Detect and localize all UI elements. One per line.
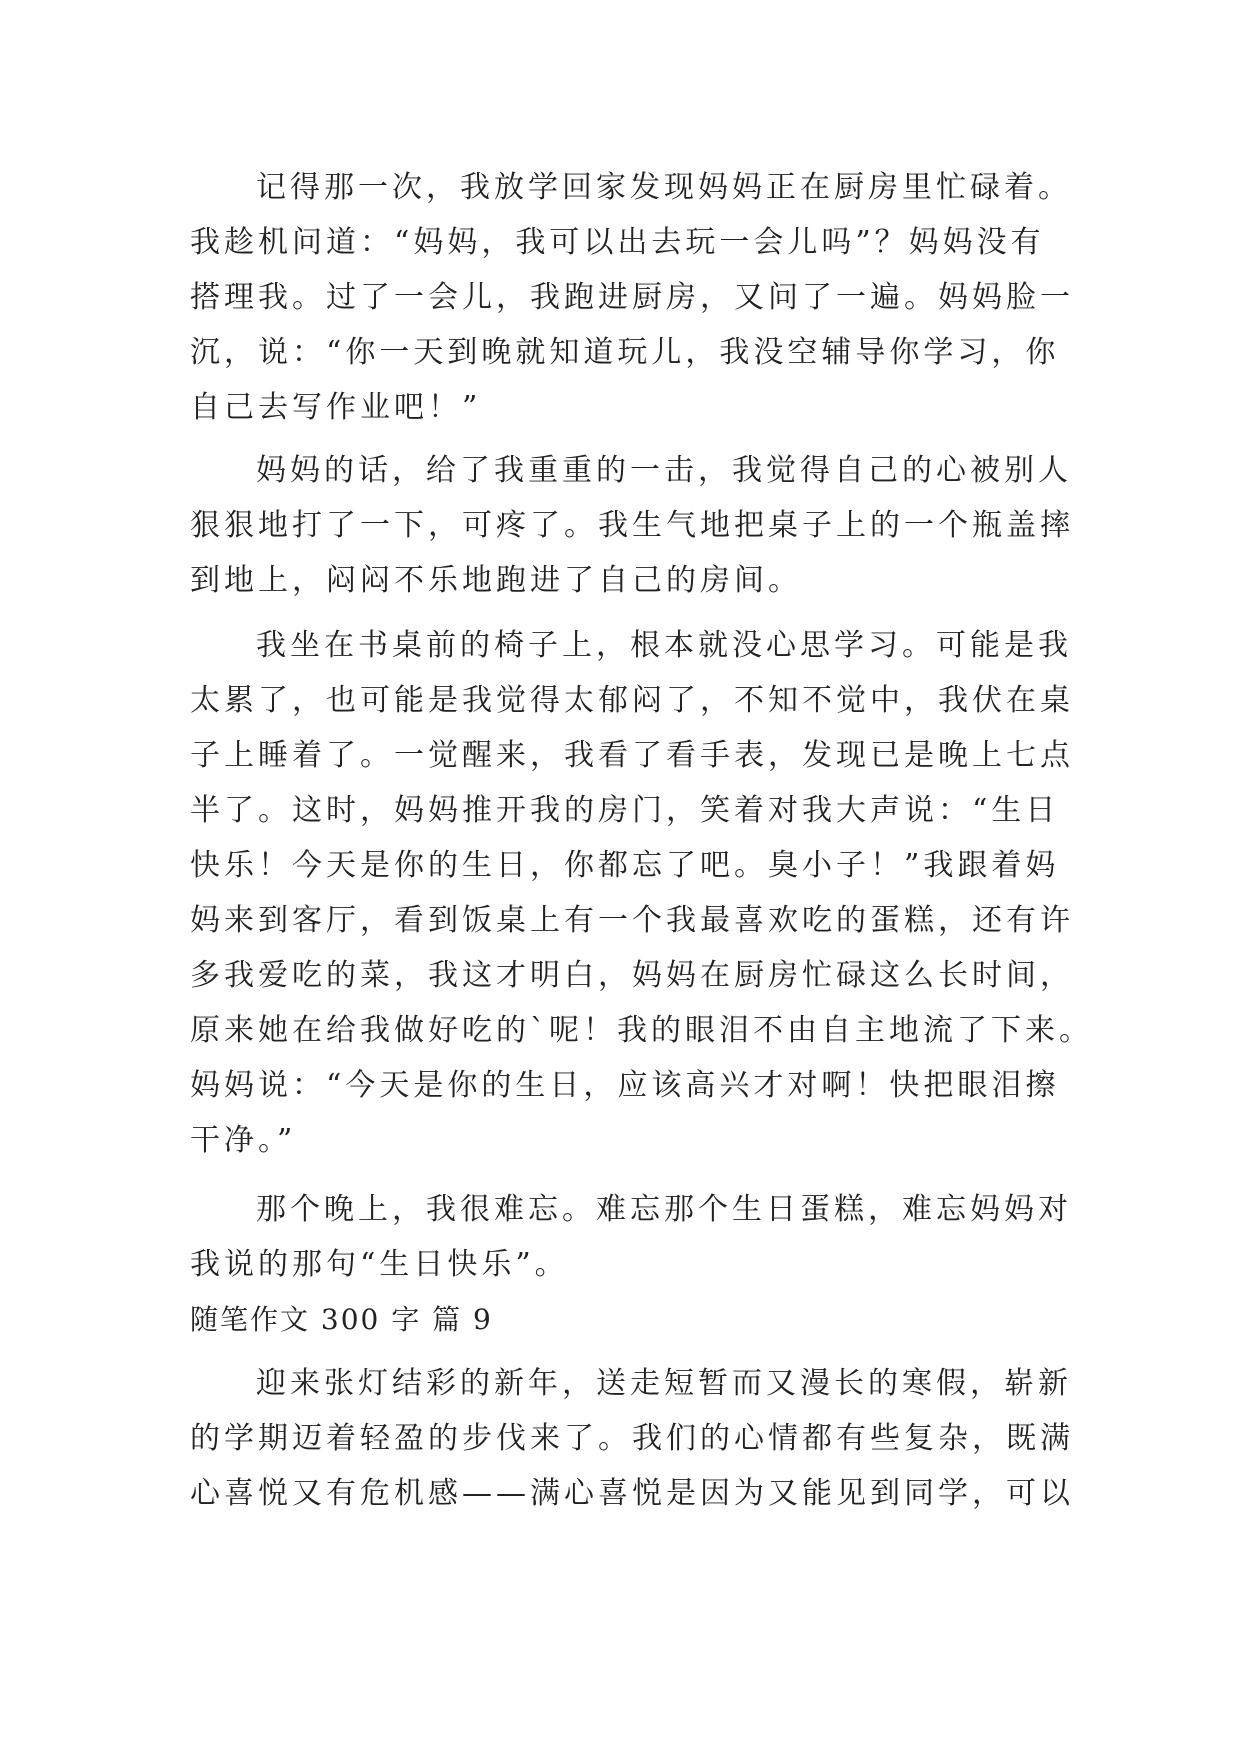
paragraph-3-line-10: 干净。” bbox=[190, 1123, 297, 1158]
paragraph-1-line-3: 搭理我。过了一会儿，我跑进厨房，又问了一遍。妈妈脸一 bbox=[190, 280, 1074, 315]
paragraph-4-line-1: 那个晚上，我很难忘。难忘那个生日蛋糕，难忘妈妈对 bbox=[256, 1192, 1072, 1227]
paragraph-3-line-4: 半了。这时，妈妈推开我的房门，笑着对我大声说：“生日 bbox=[190, 793, 1060, 828]
paragraph-1-line-1: 记得那一次，我放学回家发现妈妈正在厨房里忙碌着。 bbox=[256, 170, 1072, 205]
paragraph-4-line-2: 我说的那句“生日快乐”。 bbox=[190, 1247, 569, 1282]
paragraph-3-line-1: 我坐在书桌前的椅子上，根本就没心思学习。可能是我 bbox=[256, 628, 1072, 663]
paragraph-1-line-4: 沉，说：“你一天到晚就知道玩儿，我没空辅导你学习，你 bbox=[190, 335, 1060, 370]
paragraph-2-line-3: 到地上，闷闷不乐地跑进了自己的房间。 bbox=[190, 563, 802, 598]
paragraph-2-line-2: 狠狠地打了一下，可疼了。我生气地把桌子上的一个瓶盖摔 bbox=[190, 508, 1074, 543]
paragraph-1-line-5: 自己去写作业吧！” bbox=[190, 390, 482, 425]
paragraph-1-line-2: 我趁机问道：“妈妈，我可以出去玩一会儿吗”？妈妈没有 bbox=[190, 225, 1045, 260]
paragraph-3-line-5: 快乐！今天是你的生日，你都忘了吧。臭小子！”我跟着妈 bbox=[190, 848, 1060, 883]
paragraph-3-line-2: 太累了，也可能是我觉得太郁闷了，不知不觉中，我伏在桌 bbox=[190, 683, 1074, 718]
section-paragraph-1-line-2: 的学期迈着轻盈的步伐来了。我们的心情都有些复杂，既满 bbox=[190, 1421, 1074, 1456]
paragraph-3-line-9: 妈妈说：“今天是你的生日，应该高兴才对啊！快把眼泪擦 bbox=[190, 1068, 1060, 1103]
section-paragraph-1-line-3: 心喜悦又有危机感——满心喜悦是因为又能见到同学，可以 bbox=[190, 1476, 1074, 1511]
paragraph-3-line-7: 多我爱吃的菜，我这才明白，妈妈在厨房忙碌这么长时间， bbox=[190, 958, 1074, 993]
section-paragraph-1-line-1: 迎来张灯结彩的新年，送走短暂而又漫长的寒假，崭新 bbox=[256, 1366, 1072, 1401]
paragraph-2-line-1: 妈妈的话，给了我重重的一击，我觉得自己的心被别人 bbox=[256, 453, 1072, 488]
paragraph-3-line-8: 原来她在给我做好吃的`呢！我的眼泪不由自主地流了下来。 bbox=[190, 1013, 1093, 1048]
paragraph-3-line-3: 子上睡着了。一觉醒来，我看了看手表，发现已是晚上七点 bbox=[190, 738, 1074, 773]
paragraph-3-line-6: 妈来到客厅，看到饭桌上有一个我最喜欢吃的蛋糕，还有许 bbox=[190, 903, 1074, 938]
section-heading: 随笔作文 300 字 篇 9 bbox=[190, 1303, 493, 1336]
